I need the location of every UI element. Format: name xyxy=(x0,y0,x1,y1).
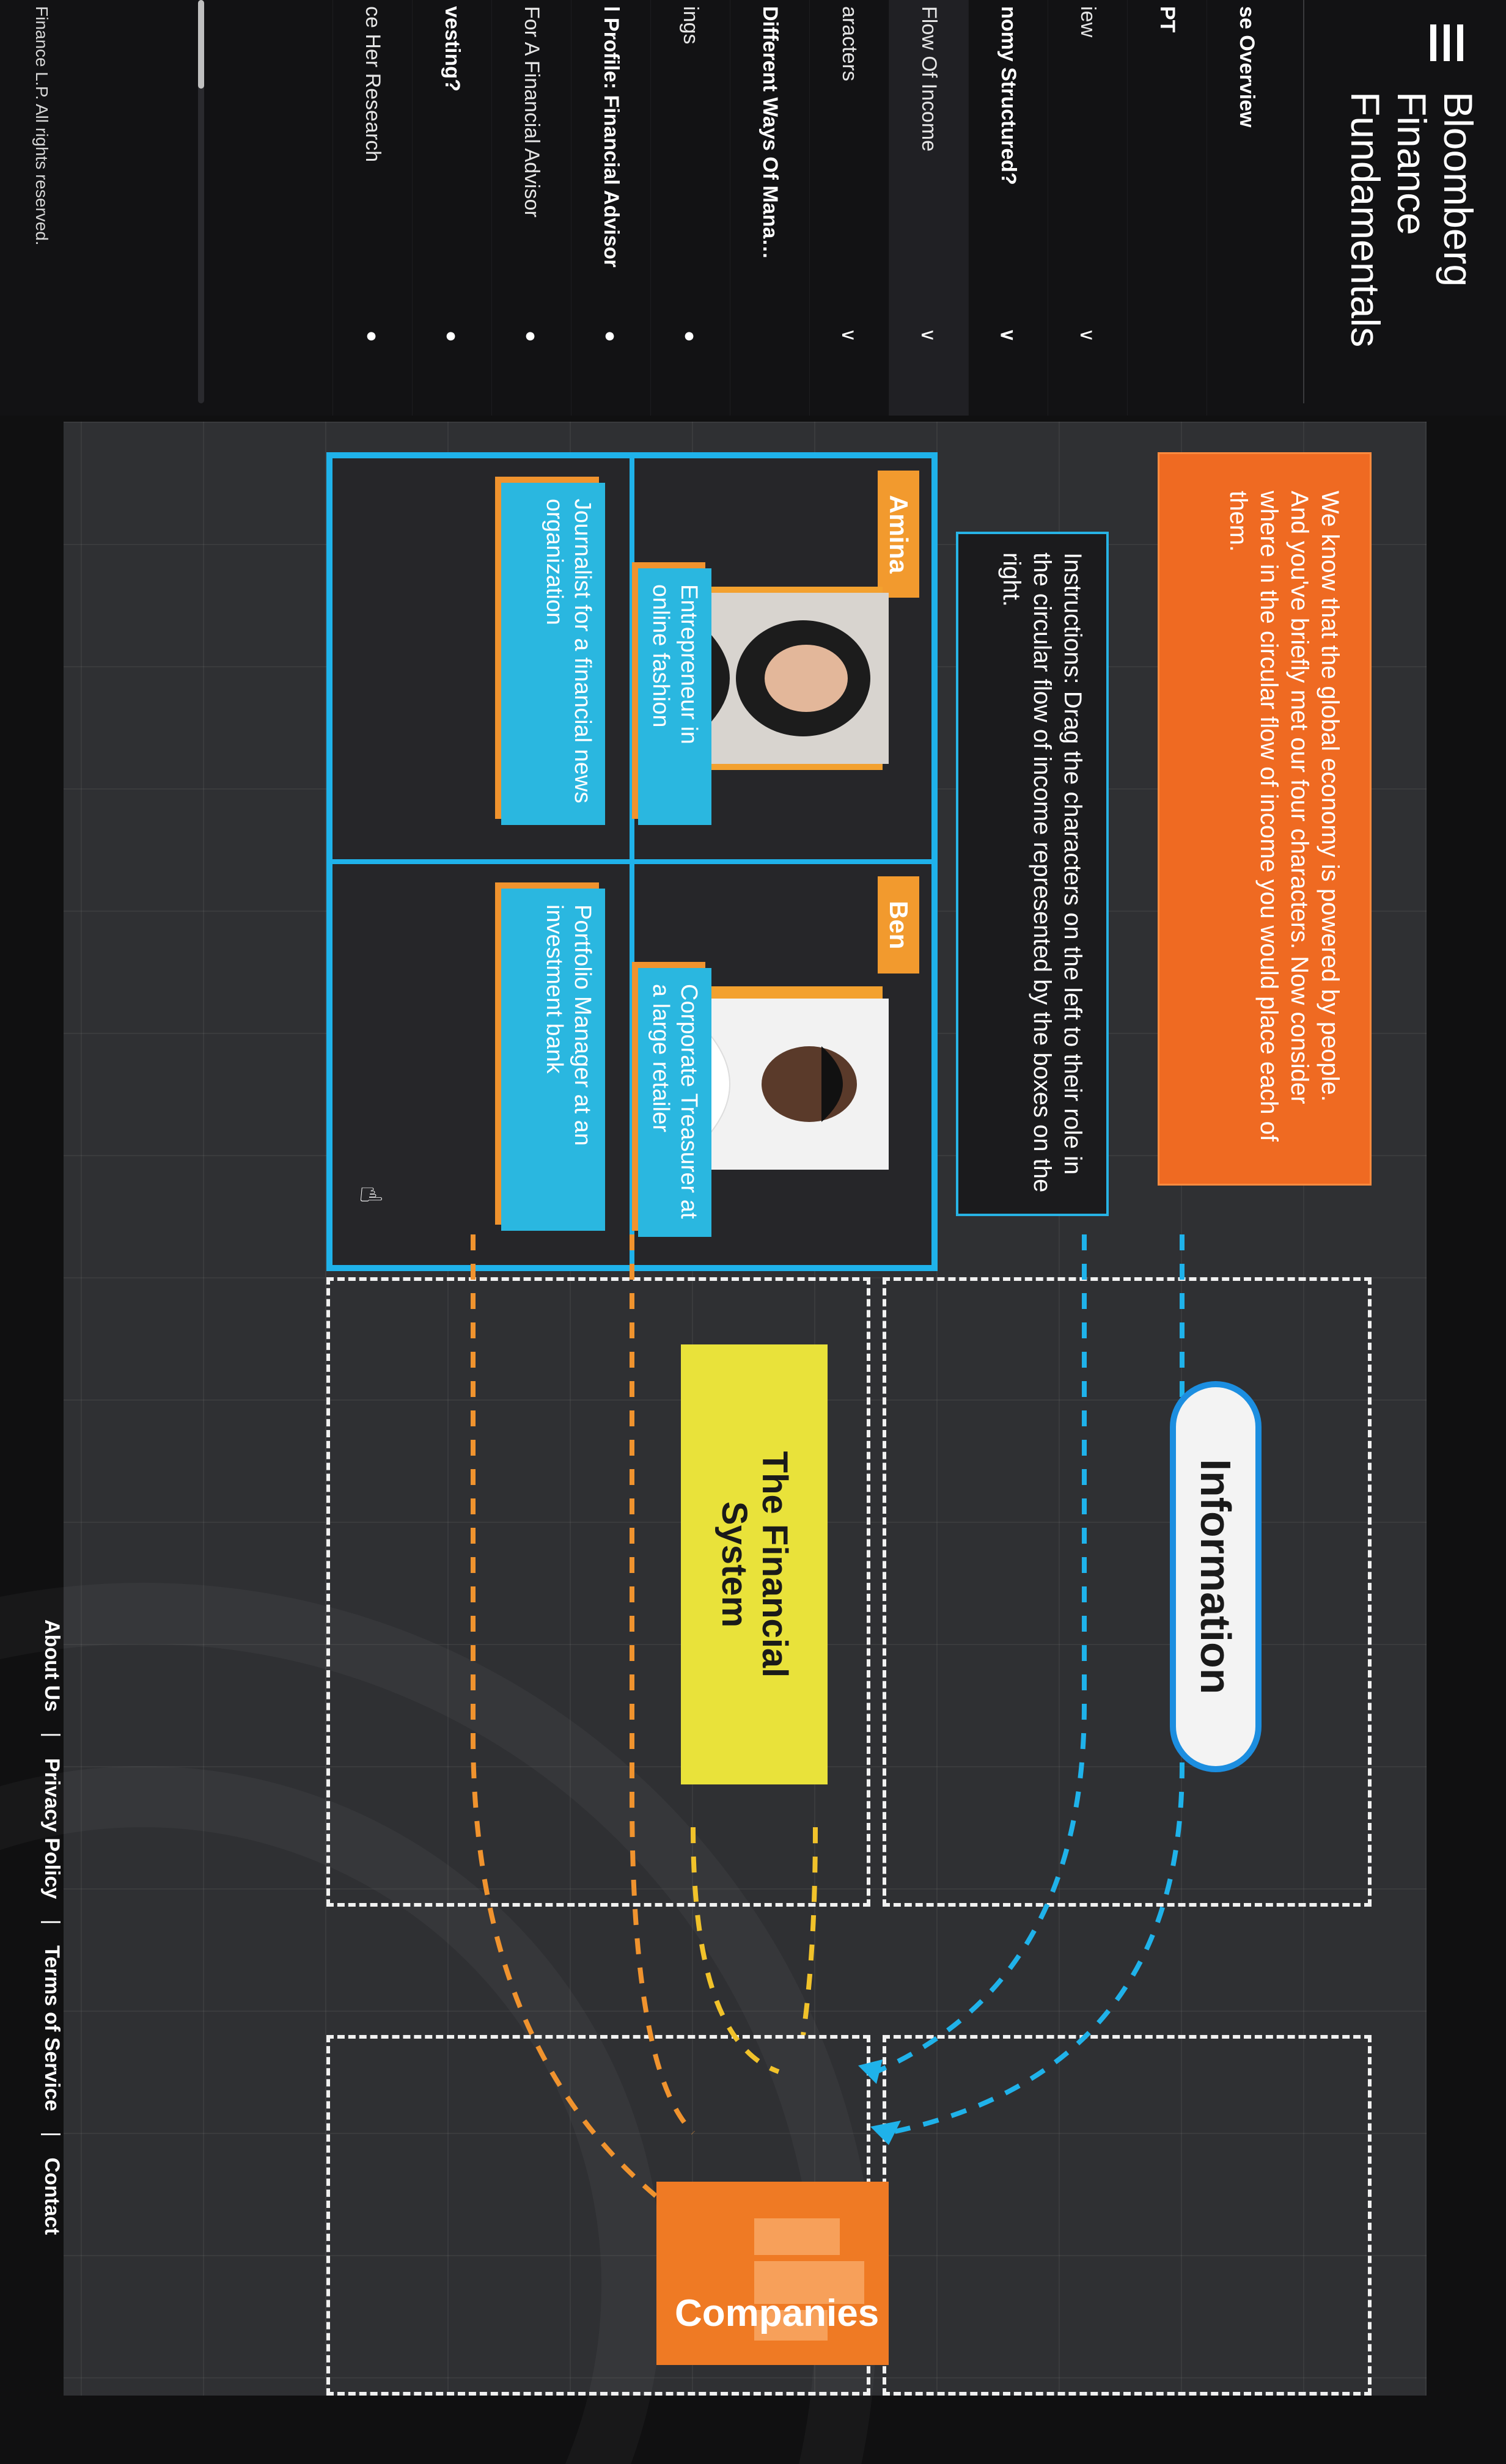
hand-cursor-icon: ☝ xyxy=(353,1186,388,1204)
course-nav xyxy=(332,0,1286,416)
nav-item-flow-of-income[interactable] xyxy=(889,0,968,416)
financial-system-line-2: System xyxy=(714,1501,754,1628)
lock-icon: ● xyxy=(441,330,463,342)
chevron-down-icon: ∨ xyxy=(1076,328,1099,342)
role-label: Journalist for a financial news organization xyxy=(501,483,605,825)
lock-icon: ● xyxy=(680,330,702,342)
brand-line-3: Fundamentals xyxy=(1343,92,1388,348)
brand-logo xyxy=(1342,92,1482,397)
progress-fill xyxy=(198,0,204,89)
footer-links xyxy=(40,1619,64,2235)
nav-item-for-advisor[interactable] xyxy=(491,0,571,416)
financial-system-line-1: The Financial xyxy=(755,1451,795,1678)
character-name: Amina xyxy=(878,471,919,598)
character-name: Ben xyxy=(878,876,919,974)
nav-item-label: ce Her Research xyxy=(361,6,384,163)
divider xyxy=(1303,0,1304,403)
sidebar xyxy=(0,0,1506,416)
nav-item-label: ings xyxy=(679,6,702,45)
nav-item-investing[interactable] xyxy=(412,0,491,416)
nav-item-overview[interactable] xyxy=(1207,0,1286,416)
nav-item-label: Flow Of Income xyxy=(917,6,941,152)
nav-item-label: iew xyxy=(1076,6,1100,38)
nav-item-pt[interactable] xyxy=(1127,0,1207,416)
nav-item-view[interactable] xyxy=(1048,0,1127,416)
nav-item-label: se Overview xyxy=(1235,6,1258,128)
chevron-down-icon: ∨ xyxy=(997,328,1019,342)
footer-about-link[interactable]: About Us xyxy=(40,1619,64,1712)
nav-item-label: aracters xyxy=(838,6,861,81)
nav-item-savings[interactable] xyxy=(650,0,730,416)
separator: | xyxy=(40,1732,64,1738)
lock-icon: ● xyxy=(362,330,384,342)
copyright: Finance L.P. All rights reserved. xyxy=(32,6,51,246)
nav-item-profile-advisor[interactable] xyxy=(571,0,650,416)
footer-privacy-link[interactable]: Privacy Policy xyxy=(40,1758,64,1899)
lock-icon: ● xyxy=(600,330,622,342)
nav-item-label: l Profile: Financial Advisor xyxy=(600,6,623,268)
information-label: Information xyxy=(1170,1381,1262,1772)
chevron-down-icon: ∨ xyxy=(917,328,940,342)
brand-line-2: Finance xyxy=(1389,92,1434,235)
separator: | xyxy=(40,2132,64,2138)
activity-stage xyxy=(64,422,1427,2396)
companies-label: Companies xyxy=(675,2292,880,2334)
brand-line-1: Bloomberg xyxy=(1436,92,1481,287)
separator: | xyxy=(40,1919,64,1925)
nav-item-economy-structured[interactable] xyxy=(968,0,1048,416)
instructions-panel: Instructions: Drag the characters on the left to their role in the circular flow of income represented by the boxes on the right. xyxy=(956,532,1109,1216)
nav-item-label: PT xyxy=(1156,6,1179,33)
financial-system-box xyxy=(681,1344,828,1784)
intro-panel: We know that the global economy is powered by people. And you've briefly met our four characters. Now consider where in the circular flow of income you would place each of them. xyxy=(1158,452,1372,1186)
nav-item-different-ways[interactable] xyxy=(730,0,809,416)
nav-item-characters[interactable] xyxy=(809,0,889,416)
nav-item-research[interactable] xyxy=(332,0,412,416)
lock-icon: ● xyxy=(521,330,543,342)
role-label: Corporate Treasurer at a large retailer xyxy=(638,968,711,1237)
nav-item-label: nomy Structured? xyxy=(997,6,1020,185)
nav-item-label: For A Financial Advisor xyxy=(520,6,543,218)
course-progress-bar xyxy=(198,0,204,403)
role-label: Entrepreneur in online fashion xyxy=(638,568,711,825)
footer-contact-link[interactable]: Contact xyxy=(40,2157,64,2235)
role-label: Portfolio Manager at an investment bank xyxy=(501,889,605,1231)
nav-item-label: vesting? xyxy=(441,6,464,92)
footer-terms-link[interactable]: Terms of Service xyxy=(40,1945,64,2111)
menu-icon[interactable] xyxy=(1423,24,1463,61)
chevron-down-icon: ∨ xyxy=(838,328,861,342)
nav-item-label: Different Ways Of Mana… xyxy=(759,6,782,260)
